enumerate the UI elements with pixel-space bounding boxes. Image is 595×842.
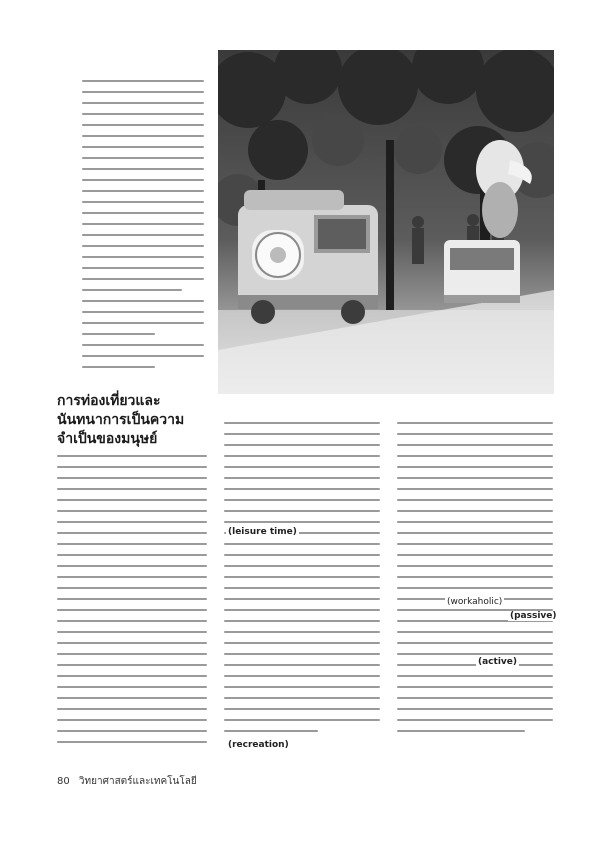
section-heading: การท่องเที่ยวและนันทนาการเป็นความจำเป็นของมนุษย์ xyxy=(57,393,185,447)
intro-paragraph xyxy=(82,80,204,377)
middle-column-body xyxy=(224,422,380,741)
term-passive: (passive) xyxy=(510,611,557,621)
tram-vehicle xyxy=(238,190,378,324)
page-number: 80 xyxy=(57,776,70,787)
term-leisure: (leisure time) xyxy=(228,527,297,537)
term-workaholic: (workaholic) xyxy=(447,597,503,607)
left-column-body xyxy=(57,455,207,752)
page-footer xyxy=(57,774,197,789)
tourist-tram-photo xyxy=(218,50,554,394)
magazine-title: วิทยาศาสตร์และเทคโนโลยี xyxy=(78,776,197,787)
term-active: (active) xyxy=(478,657,517,667)
right-column-body xyxy=(397,422,553,741)
term-recreation: (recreation) xyxy=(228,740,289,750)
